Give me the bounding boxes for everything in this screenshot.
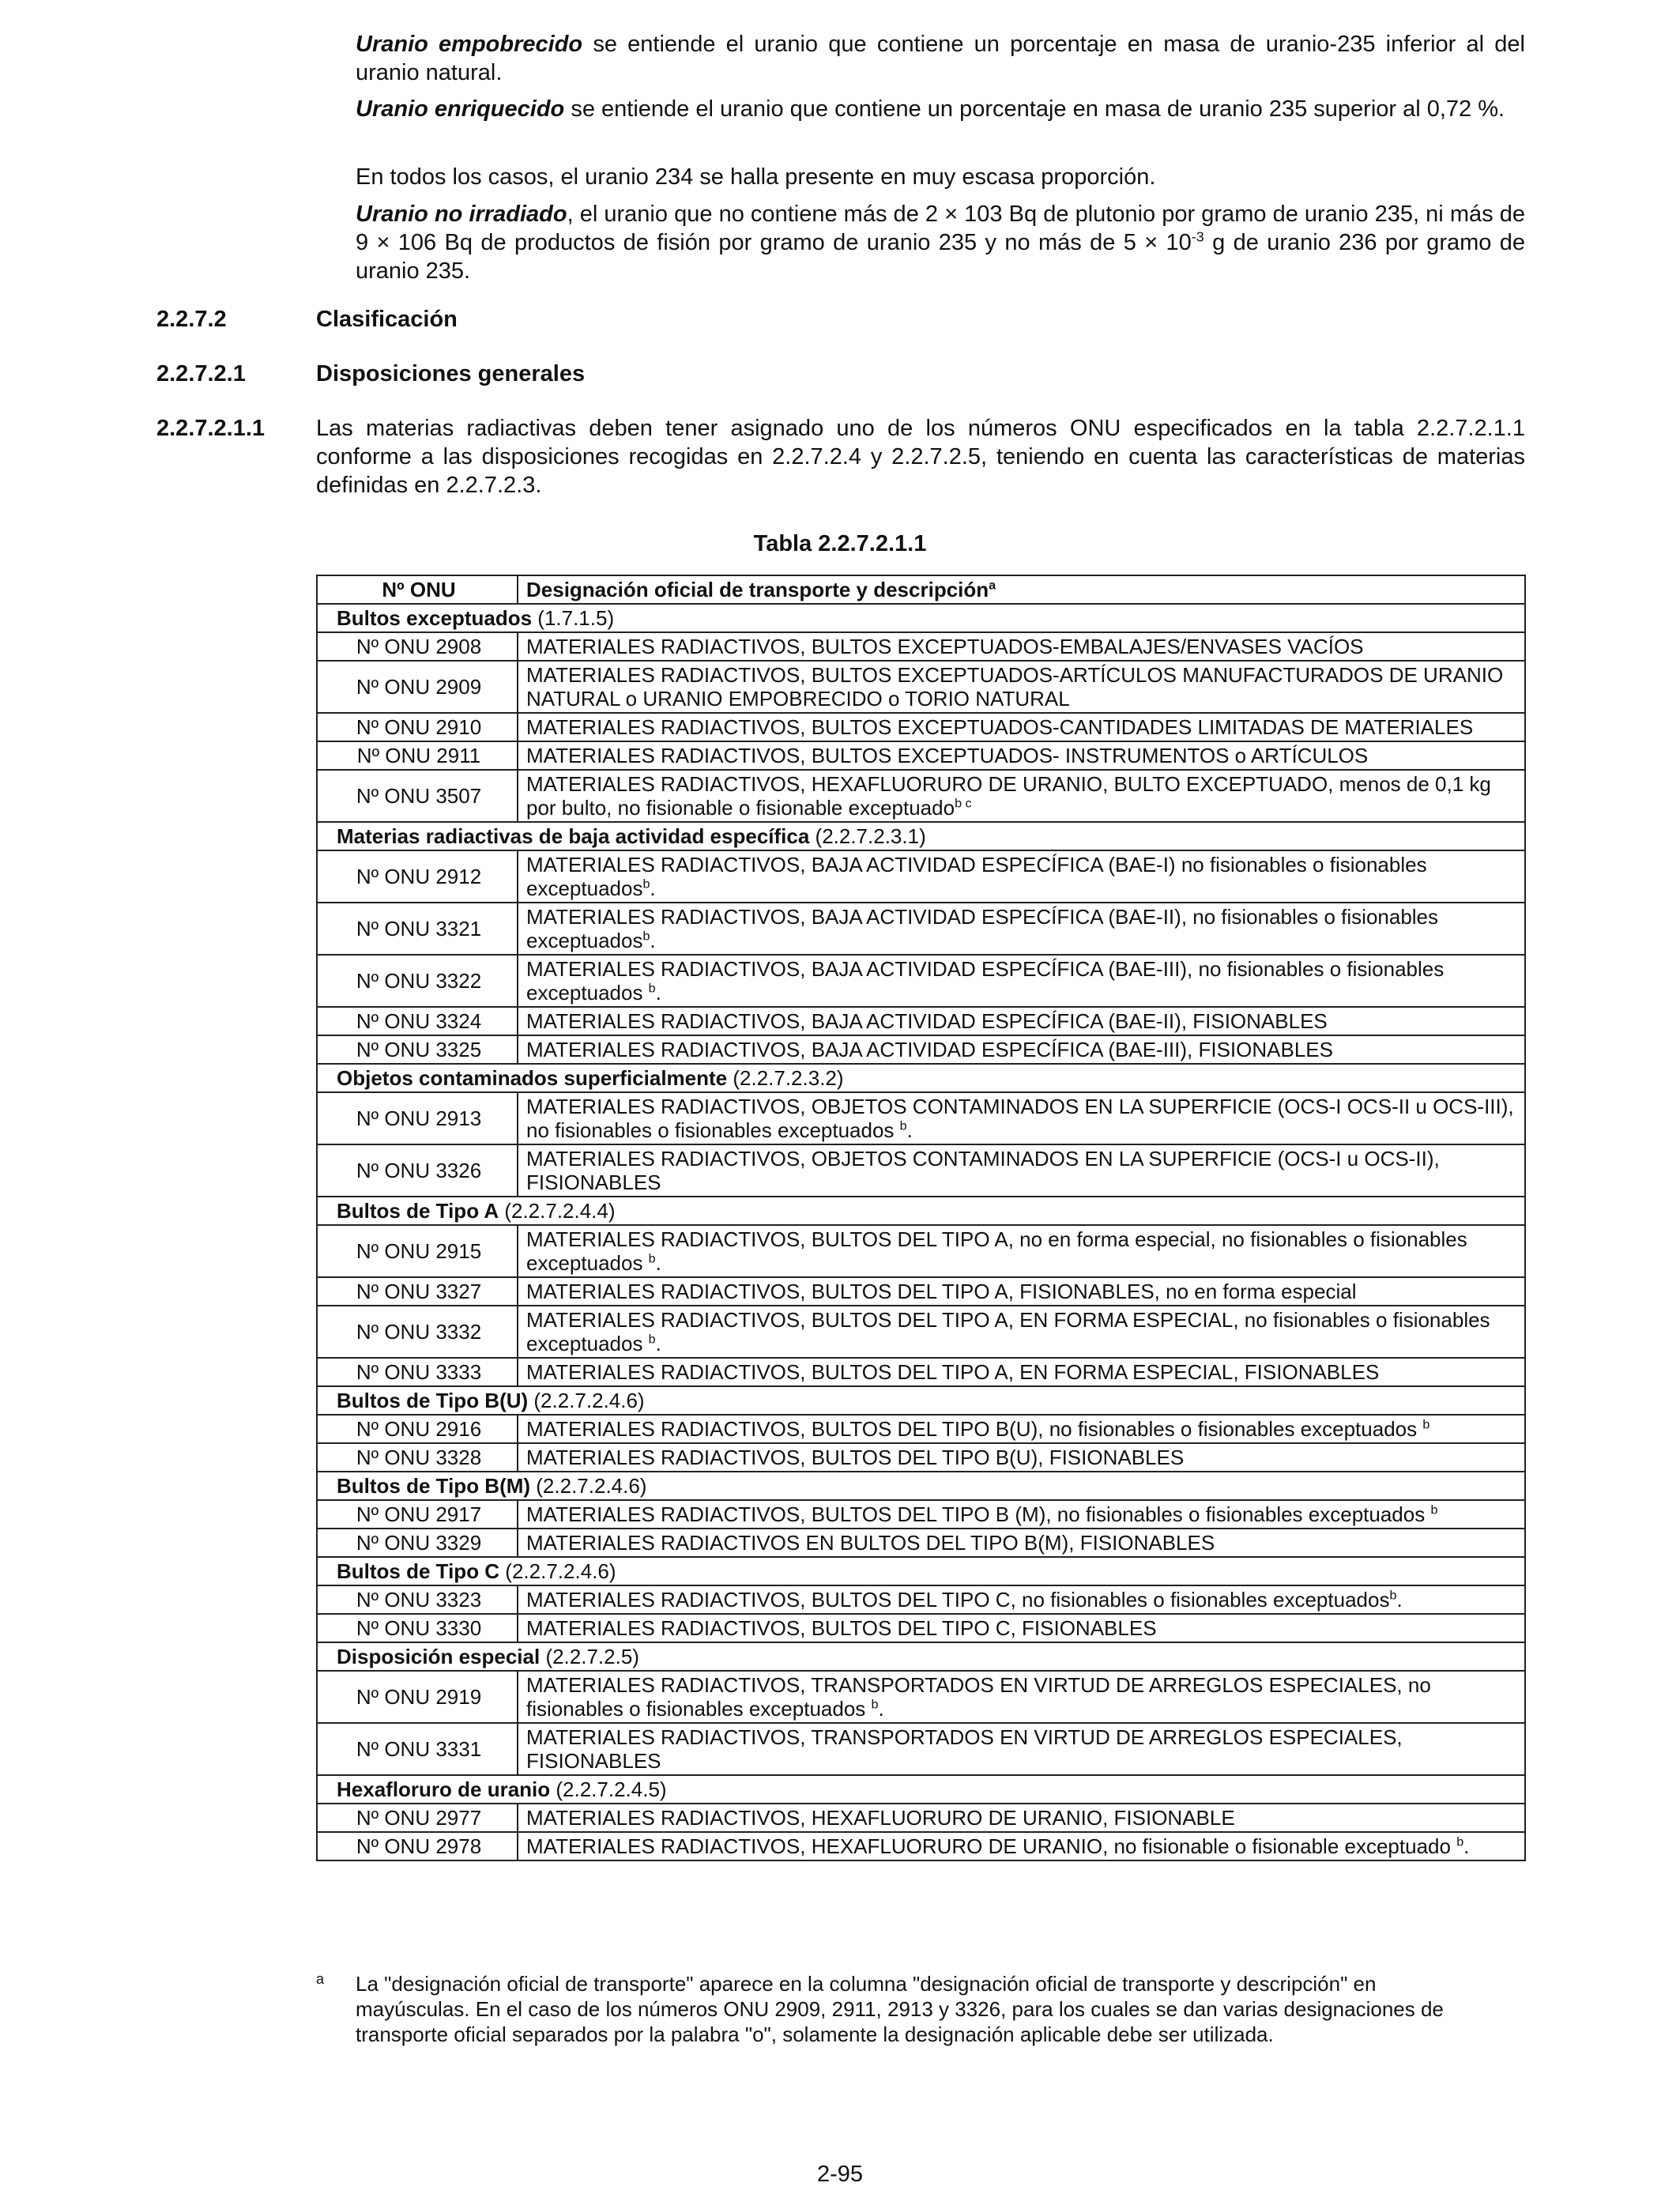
footnote-marker: b bbox=[648, 1251, 656, 1266]
designation-text: MATERIALES RADIACTIVOS, BULTOS DEL TIPO C, FISIONABLES bbox=[526, 1616, 1157, 1640]
onu-number-cell: Nº ONU 3327 bbox=[317, 1277, 518, 1306]
designation-cell bbox=[518, 1415, 1525, 1443]
designation-text: MATERIALES RADIACTIVOS, BULTOS DEL TIPO B(U), FISIONABLES bbox=[526, 1446, 1185, 1469]
group-reference: (2.2.7.2.4.4) bbox=[499, 1199, 616, 1223]
onu-number-cell: Nº ONU 2919 bbox=[317, 1671, 518, 1723]
section-title: Clasificación bbox=[316, 307, 458, 332]
group-name: Disposición especial bbox=[337, 1645, 541, 1668]
designation-cell bbox=[518, 1277, 1525, 1306]
group-cell bbox=[317, 822, 1525, 850]
column-header-designation bbox=[518, 575, 1525, 604]
table-row bbox=[317, 1144, 1525, 1197]
designation-cell bbox=[518, 1723, 1525, 1775]
designation-punctuation: . bbox=[655, 981, 661, 1005]
table-row bbox=[317, 1035, 1525, 1064]
group-cell bbox=[317, 1197, 1525, 1225]
designation-text: MATERIALES RADIACTIVOS, BAJA ACTIVIDAD ESPECÍFICA (BAE-II), FISIONABLES bbox=[526, 1009, 1328, 1033]
group-cell bbox=[317, 1642, 1525, 1671]
onu-number-cell: Nº ONU 3328 bbox=[317, 1443, 518, 1472]
designation-cell bbox=[518, 1358, 1525, 1386]
designation-text: MATERIALES RADIACTIVOS, HEXAFLUORURO DE URANIO, FISIONABLE bbox=[526, 1806, 1235, 1830]
designation-cell bbox=[518, 1585, 1525, 1614]
table-row bbox=[317, 713, 1525, 741]
group-reference: (2.2.7.2.4.6) bbox=[499, 1559, 616, 1583]
onu-number-cell: Nº ONU 2911 bbox=[317, 741, 518, 770]
onu-number-cell: Nº ONU 2912 bbox=[317, 850, 518, 903]
designation-cell bbox=[518, 1092, 1525, 1144]
clause-number: 2.2.7.2.1.1 bbox=[156, 416, 266, 441]
section-title: Disposiciones generales bbox=[316, 361, 586, 386]
designation-cell bbox=[518, 661, 1525, 713]
group-name: Bultos de Tipo B(U) bbox=[337, 1389, 529, 1412]
designation-cell bbox=[518, 741, 1525, 770]
designation-punctuation: . bbox=[878, 1697, 884, 1721]
designation-text: MATERIALES RADIACTIVOS EN BULTOS DEL TIPO B(M), FISIONABLES bbox=[526, 1531, 1215, 1555]
designation-text: MATERIALES RADIACTIVOS, OBJETOS CONTAMINADOS EN LA SUPERFICIE (OCS-I u OCS-II), FISIONABLES bbox=[526, 1147, 1440, 1194]
group-reference: (2.2.7.2.3.1) bbox=[809, 824, 926, 848]
table-row bbox=[317, 661, 1525, 713]
designation-text: MATERIALES RADIACTIVOS, OBJETOS CONTAMINADOS EN LA SUPERFICIE (OCS-I OCS-II u OCS-III), no fisionables o fisionables exceptuados bbox=[526, 1095, 1514, 1142]
term-uranio-empobrecido: Uranio empobrecido bbox=[356, 32, 583, 57]
footnote-text: La "designación oficial de transporte" aparece en la columna "designación oficial de transporte y descripción" en mayúsculas. En el caso de los números ONU 2909, 2911, 2913 y 3326, para los cuales se dan varias designaciones de transporte oficial separados por la palabra "o", solamente la designación aplicable debe ser utilizada. bbox=[356, 1972, 1444, 2046]
table-group-row bbox=[317, 822, 1525, 850]
designation-text: MATERIALES RADIACTIVOS, HEXAFLUORURO DE URANIO, no fisionable o fisionable exceptuado bbox=[526, 1834, 1457, 1858]
onu-number-cell: Nº ONU 3330 bbox=[317, 1614, 518, 1642]
designation-cell bbox=[518, 903, 1525, 955]
designation-text: MATERIALES RADIACTIVOS, BAJA ACTIVIDAD ESPECÍFICA (BAE-I) no fisionables o fisionables exceptuados bbox=[526, 853, 1427, 900]
designation-cell bbox=[518, 713, 1525, 741]
footnote-marker: b bbox=[648, 981, 656, 996]
clause-text: Las materias radiactivas deben tener asignado uno de los números ONU especificados en la tabla 2.2.7.2.1.1 conforme a las disposiciones recogidas en 2.2.7.2.4 y 2.2.7.2.5, teniendo en cuenta las características de materias definidas en 2.2.7.2.3. bbox=[316, 416, 1525, 498]
designation-cell bbox=[518, 1500, 1525, 1529]
table-group-row bbox=[317, 1642, 1525, 1671]
table-group-row bbox=[317, 1064, 1525, 1092]
designation-text: MATERIALES RADIACTIVOS, BULTOS DEL TIPO A, EN FORMA ESPECIAL, no fisionables o fisionables exceptuados bbox=[526, 1308, 1490, 1355]
table-row bbox=[317, 1415, 1525, 1443]
table-row bbox=[317, 1723, 1525, 1775]
footnote-marker: b bbox=[1456, 1834, 1464, 1849]
section-number: 2.2.7.2 bbox=[156, 307, 227, 332]
footnote-marker: a bbox=[989, 578, 996, 593]
designation-punctuation: . bbox=[650, 929, 656, 952]
footnote-marker: b c bbox=[955, 796, 972, 811]
footnote-marker: b bbox=[642, 876, 650, 892]
footnote-marker: b bbox=[1422, 1417, 1430, 1432]
onu-number-cell: Nº ONU 2910 bbox=[317, 713, 518, 741]
onu-number-cell: Nº ONU 3321 bbox=[317, 903, 518, 955]
designation-punctuation: . bbox=[906, 1118, 913, 1142]
group-reference: (2.2.7.2.4.5) bbox=[550, 1777, 667, 1801]
table-row bbox=[317, 1804, 1525, 1832]
designation-text: MATERIALES RADIACTIVOS, BAJA ACTIVIDAD ESPECÍFICA (BAE-III), no fisionables o fisionables exceptuados bbox=[526, 957, 1445, 1005]
designation-cell bbox=[518, 850, 1525, 903]
group-reference: (2.2.7.2.4.6) bbox=[528, 1389, 645, 1412]
onu-number-cell: Nº ONU 2917 bbox=[317, 1500, 518, 1529]
term-uranio-enriquecido: Uranio enriquecido bbox=[356, 96, 565, 122]
designation-punctuation: . bbox=[655, 1332, 661, 1355]
onu-number-cell: Nº ONU 3323 bbox=[317, 1585, 518, 1614]
table-body bbox=[317, 604, 1525, 1860]
paragraph-text: g de uranio 236 por gramo de uranio 235. bbox=[356, 230, 1525, 284]
group-cell bbox=[317, 1557, 1525, 1585]
table-row bbox=[317, 1306, 1525, 1358]
group-cell bbox=[317, 1472, 1525, 1500]
group-reference: (2.2.7.2.4.6) bbox=[530, 1474, 647, 1498]
onu-number-cell: Nº ONU 3324 bbox=[317, 1007, 518, 1035]
onu-number-cell: Nº ONU 3329 bbox=[317, 1529, 518, 1557]
group-name: Bultos de Tipo B(M) bbox=[337, 1474, 531, 1498]
designation-cell bbox=[518, 1614, 1525, 1642]
table-row bbox=[317, 1500, 1525, 1529]
onu-number-cell: Nº ONU 2977 bbox=[317, 1804, 518, 1832]
designation-text: MATERIALES RADIACTIVOS, BULTOS DEL TIPO A, EN FORMA ESPECIAL, FISIONABLES bbox=[526, 1360, 1380, 1384]
group-name: Bultos de Tipo A bbox=[337, 1199, 499, 1223]
onu-number-cell: Nº ONU 3325 bbox=[317, 1035, 518, 1064]
designation-text: MATERIALES RADIACTIVOS, BULTOS EXCEPTUADOS- INSTRUMENTOS o ARTÍCULOS bbox=[526, 744, 1369, 767]
onu-number-cell: Nº ONU 2915 bbox=[317, 1225, 518, 1277]
designation-punctuation: . bbox=[650, 876, 656, 900]
column-header-onu: Nº ONU bbox=[317, 575, 518, 604]
designation-text: MATERIALES RADIACTIVOS, TRANSPORTADOS EN VIRTUD DE ARREGLOS ESPECIALES, no fisionables o fisionables exceptuados bbox=[526, 1673, 1431, 1721]
designation-cell bbox=[518, 632, 1525, 661]
page-number: 2-95 bbox=[816, 2162, 864, 2187]
designation-text: MATERIALES RADIACTIVOS, HEXAFLUORURO DE URANIO, BULTO EXCEPTUADO, menos de 0,1 kg por bulto, no fisionable o fisionable exceptuado bbox=[526, 772, 1491, 820]
group-cell bbox=[317, 1775, 1525, 1804]
footnote-marker: b bbox=[1389, 1588, 1397, 1603]
table-caption: Tabla 2.2.7.2.1.1 bbox=[753, 531, 927, 556]
designation-cell bbox=[518, 1225, 1525, 1277]
group-reference: (2.2.7.2.5) bbox=[540, 1645, 639, 1668]
table-group-row bbox=[317, 1386, 1525, 1415]
designation-cell bbox=[518, 1832, 1525, 1860]
table-group-row bbox=[317, 1472, 1525, 1500]
group-name: Bultos exceptuados bbox=[337, 606, 533, 630]
paragraph-text: , el uranio que no contiene más de 2 × 103 Bq de plutonio por gramo de uranio 235, ni más de 9 × 106 Bq de productos de fisión por gramo de uranio 235 y no más de 5 × 10 bbox=[356, 202, 1525, 255]
table-row bbox=[317, 1585, 1525, 1614]
designation-cell bbox=[518, 1671, 1525, 1723]
footnote-marker: b bbox=[648, 1332, 656, 1347]
onu-number-cell: Nº ONU 3332 bbox=[317, 1306, 518, 1358]
designation-text: MATERIALES RADIACTIVOS, BAJA ACTIVIDAD ESPECÍFICA (BAE-II), no fisionables o fisionables exceptuados bbox=[526, 905, 1439, 952]
designation-cell bbox=[518, 1007, 1525, 1035]
table-row bbox=[317, 770, 1525, 822]
group-cell bbox=[317, 604, 1525, 632]
onu-number-cell: Nº ONU 3331 bbox=[317, 1723, 518, 1775]
table-row bbox=[317, 1614, 1525, 1642]
onu-number-cell: Nº ONU 2978 bbox=[317, 1832, 518, 1860]
designation-text: MATERIALES RADIACTIVOS, BULTOS DEL TIPO B (M), no fisionables o fisionables exceptuados bbox=[526, 1502, 1431, 1526]
designation-punctuation: . bbox=[655, 1251, 661, 1275]
footnote-marker: b bbox=[642, 929, 650, 944]
table-row bbox=[317, 1358, 1525, 1386]
section-number: 2.2.7.2.1 bbox=[156, 361, 246, 386]
designation-cell bbox=[518, 1804, 1525, 1832]
designation-text: MATERIALES RADIACTIVOS, BULTOS EXCEPTUADOS-ARTÍCULOS MANUFACTURADOS DE URANIO NATURAL o URANIO EMPOBRECIDO o TORIO NATURAL bbox=[526, 663, 1504, 711]
paragraph-uranio-empobrecido bbox=[356, 30, 1525, 87]
table-group-row bbox=[317, 1197, 1525, 1225]
column-header-text: Designación oficial de transporte y descripción bbox=[526, 578, 989, 601]
designation-cell bbox=[518, 955, 1525, 1007]
table-row bbox=[317, 1277, 1525, 1306]
designation-punctuation: . bbox=[1396, 1588, 1403, 1612]
table-row bbox=[317, 1443, 1525, 1472]
table-row bbox=[317, 903, 1525, 955]
designation-text: MATERIALES RADIACTIVOS, BAJA ACTIVIDAD ESPECÍFICA (BAE-III), FISIONABLES bbox=[526, 1038, 1333, 1061]
onu-table bbox=[316, 575, 1526, 1861]
designation-text: MATERIALES RADIACTIVOS, BULTOS EXCEPTUADOS-CANTIDADES LIMITADAS DE MATERIALES bbox=[526, 715, 1474, 739]
onu-number-cell: Nº ONU 2913 bbox=[317, 1092, 518, 1144]
paragraph-text: se entiende el uranio que contiene un porcentaje en masa de uranio 235 superior al 0,72 %. bbox=[564, 96, 1505, 122]
footnote-marker: b bbox=[871, 1697, 879, 1712]
designation-punctuation: . bbox=[1463, 1834, 1470, 1858]
group-name: Objetos contaminados superficialmente bbox=[337, 1066, 728, 1090]
paragraph-uranio-no-irradiado bbox=[356, 200, 1525, 285]
onu-number-cell: Nº ONU 2909 bbox=[317, 661, 518, 713]
footnote-marker: a bbox=[316, 1971, 325, 1987]
table-row bbox=[317, 850, 1525, 903]
designation-cell bbox=[518, 1529, 1525, 1557]
paragraph-uranio-enriquecido bbox=[356, 95, 1525, 123]
group-cell bbox=[317, 1064, 1525, 1092]
onu-number-cell: Nº ONU 3507 bbox=[317, 770, 518, 822]
onu-number-cell: Nº ONU 3326 bbox=[317, 1144, 518, 1197]
table-group-row bbox=[317, 604, 1525, 632]
exponent: -3 bbox=[1191, 228, 1204, 245]
table-row bbox=[317, 741, 1525, 770]
designation-cell bbox=[518, 1035, 1525, 1064]
designation-text: MATERIALES RADIACTIVOS, BULTOS EXCEPTUADOS-EMBALAJES/ENVASES VACÍOS bbox=[526, 635, 1364, 658]
designation-text: MATERIALES RADIACTIVOS, BULTOS DEL TIPO A, FISIONABLES, no en forma especial bbox=[526, 1280, 1357, 1303]
table-row bbox=[317, 1529, 1525, 1557]
designation-text: MATERIALES RADIACTIVOS, BULTOS DEL TIPO A, no en forma especial, no fisionables o fisionables exceptuados bbox=[526, 1227, 1467, 1275]
table-row bbox=[317, 1832, 1525, 1860]
group-cell bbox=[317, 1386, 1525, 1415]
designation-cell bbox=[518, 1306, 1525, 1358]
designation-text: MATERIALES RADIACTIVOS, BULTOS DEL TIPO C, no fisionables o fisionables exceptuados bbox=[526, 1588, 1390, 1612]
designation-cell bbox=[518, 1443, 1525, 1472]
group-name: Materias radiactivas de baja actividad específica bbox=[337, 824, 810, 848]
table-row bbox=[317, 632, 1525, 661]
table-row bbox=[317, 1225, 1525, 1277]
table-row bbox=[317, 1007, 1525, 1035]
table-header-row bbox=[317, 575, 1525, 604]
group-name: Bultos de Tipo C bbox=[337, 1559, 500, 1583]
designation-text: MATERIALES RADIACTIVOS, BULTOS DEL TIPO B(U), no fisionables o fisionables exceptuados bbox=[526, 1417, 1423, 1441]
designation-text: MATERIALES RADIACTIVOS, TRANSPORTADOS EN VIRTUD DE ARREGLOS ESPECIALES, FISIONABLES bbox=[526, 1725, 1403, 1773]
footnote-marker: b bbox=[899, 1118, 907, 1133]
onu-number-cell: Nº ONU 2908 bbox=[317, 632, 518, 661]
table-row bbox=[317, 1092, 1525, 1144]
term-uranio-no-irradiado: Uranio no irradiado bbox=[356, 202, 567, 227]
designation-cell bbox=[518, 770, 1525, 822]
table-group-row bbox=[317, 1775, 1525, 1804]
onu-number-cell: Nº ONU 3333 bbox=[317, 1358, 518, 1386]
table-row bbox=[317, 955, 1525, 1007]
onu-number-cell: Nº ONU 2916 bbox=[317, 1415, 518, 1443]
group-reference: (1.7.1.5) bbox=[532, 606, 615, 630]
table-group-row bbox=[317, 1557, 1525, 1585]
onu-number-cell: Nº ONU 3322 bbox=[317, 955, 518, 1007]
table-row bbox=[317, 1671, 1525, 1723]
footnote-marker: b bbox=[1430, 1502, 1438, 1517]
group-name: Hexafloruro de uranio bbox=[337, 1777, 551, 1801]
designation-cell bbox=[518, 1144, 1525, 1197]
group-reference: (2.2.7.2.3.2) bbox=[727, 1066, 844, 1090]
paragraph-uranio-234: En todos los casos, el uranio 234 se halla presente en muy escasa proporción. bbox=[356, 164, 1156, 190]
paragraph-text: se entiende el uranio que contiene un porcentaje en masa de uranio-235 inferior al del uranio natural. bbox=[356, 32, 1525, 85]
